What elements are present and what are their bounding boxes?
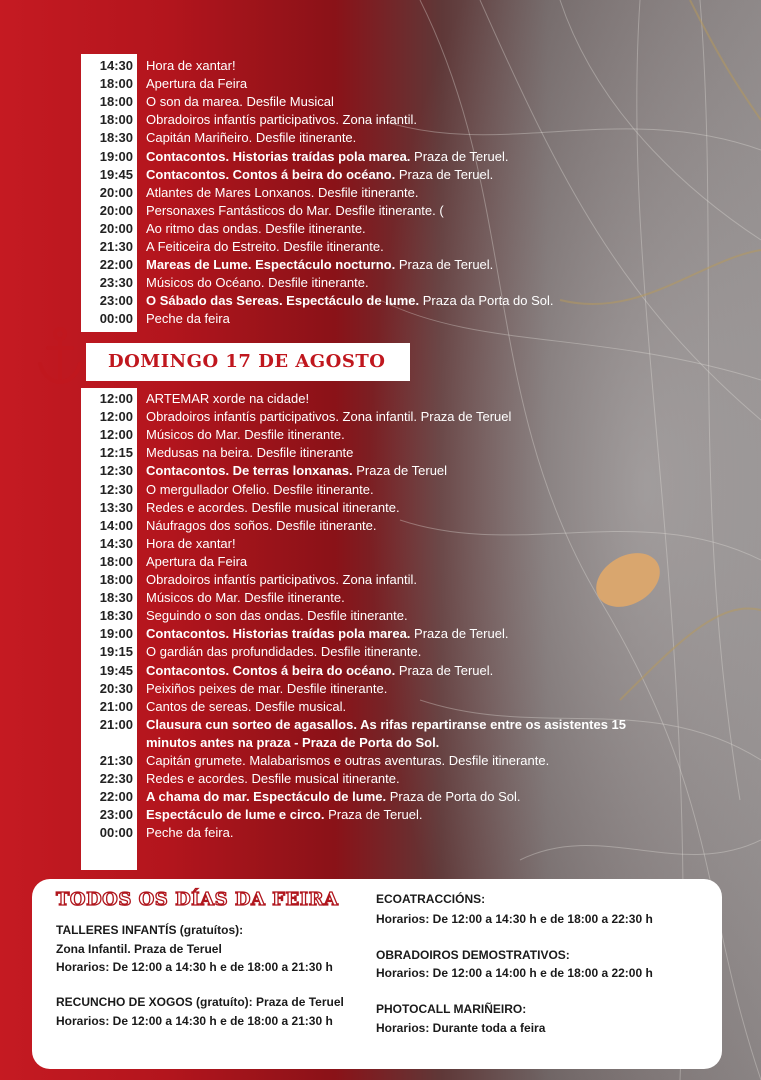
schedule-row — [81, 462, 448, 480]
schedule-description — [146, 111, 417, 129]
schedule-description — [146, 680, 387, 698]
schedule-time: 22:30 — [99, 771, 133, 787]
schedule-text: Hora de xantar! — [146, 58, 236, 73]
schedule-description — [146, 57, 236, 75]
schedule-description — [146, 444, 353, 462]
schedule-text: Praza de Teruel. — [395, 257, 494, 273]
schedule-time: 19:45 — [99, 662, 133, 678]
schedule-row — [81, 824, 234, 842]
schedule-time: 18:00 — [99, 553, 133, 569]
schedule-row — [81, 93, 334, 111]
schedule-description — [146, 292, 554, 310]
schedule-description — [146, 202, 444, 220]
schedule-description — [146, 93, 334, 111]
schedule-time: 22:00 — [99, 257, 133, 273]
schedule-row — [81, 535, 236, 553]
obradoiros-hours: Horarios: De 12:00 a 14:00 h e de 18:00 a 22:00 h — [376, 966, 653, 980]
schedule-description — [146, 662, 493, 680]
schedule-text: O gardián das profundidades. Desfile itinerante. — [146, 644, 422, 660]
anchor-icon — [36, 326, 84, 386]
daily-activities-heading: TODOS OS DÍAS DA FEIRA — [56, 889, 339, 910]
recuncho-hours: Horarios: De 12:00 a 14:30 h e de 18:00 a 21:30 h — [56, 1014, 333, 1028]
schedule-highlight: Espectáculo de lume e circo. — [146, 807, 325, 823]
schedule-time: 21:30 — [99, 239, 133, 254]
schedule-text: Medusas na beira. Desfile itinerante — [146, 445, 354, 461]
schedule-time: 23:00 — [99, 807, 133, 823]
schedule-time: 18:30 — [99, 130, 133, 146]
schedule-highlight: minutos antes na praza - Praza de Porta do Sol. — [146, 734, 440, 750]
schedule-description — [146, 824, 233, 842]
schedule-text: A Feiticeira do Estreito. Desfile itinerante. — [146, 239, 384, 254]
schedule-text: Praza de Teruel. — [324, 807, 423, 823]
schedule-description — [146, 643, 421, 661]
schedule-text: Músicos do Mar. Desfile itinerante. — [146, 427, 345, 443]
schedule-description — [146, 75, 247, 93]
schedule-time: 21:00 — [99, 716, 133, 732]
schedule-time: 18:00 — [99, 112, 133, 128]
schedule-time: 22:00 — [99, 789, 133, 805]
schedule-row — [81, 75, 248, 93]
eco-hours: Horarios: De 12:00 a 14:30 h e de 18:00 a 22:30 h — [376, 912, 653, 926]
schedule-text: Seguindo o son das ondas. Desfile itinerante. — [146, 608, 408, 624]
schedule-row — [81, 734, 440, 752]
schedule-description — [146, 499, 400, 517]
schedule-time: 00:00 — [99, 825, 133, 841]
schedule-text: Peche da feira — [146, 311, 230, 327]
schedule-description — [146, 553, 247, 571]
schedule-row — [81, 662, 494, 680]
schedule-text: O son da marea. Desfile Musical — [146, 94, 334, 110]
schedule-time: 19:00 — [99, 148, 133, 164]
schedule-text: ARTEMAR xorde na cidade! — [146, 391, 310, 406]
schedule-time: 12:00 — [99, 391, 133, 406]
schedule-text: Praza da Porta do Sol. — [419, 293, 554, 309]
schedule-time: 19:00 — [99, 626, 133, 642]
schedule-highlight: Contacontos. Historias traídas pola marea. — [146, 148, 411, 164]
schedule-row — [81, 716, 626, 734]
schedule-text: O mergullador Ofelio. Desfile itinerante. — [146, 481, 374, 497]
schedule-row — [81, 238, 384, 256]
schedule-row — [81, 184, 419, 202]
schedule-text: Apertura da Feira — [146, 553, 248, 569]
schedule-row — [81, 806, 423, 824]
schedule-text: Músicos do Mar. Desfile itinerante. — [146, 590, 345, 606]
talleres-hours: Horarios: De 12:00 a 14:30 h e de 18:00 a 21:30 h — [56, 960, 333, 974]
schedule-text: Praza de Teruel. — [410, 148, 509, 164]
schedule-text: Capitán grumete. Malabarismos e outras aventuras. Desfile itinerante. — [146, 753, 550, 768]
schedule-time: 19:45 — [99, 166, 133, 182]
eco-title: ECOATRACCIÓNS: — [376, 892, 486, 906]
schedule-time: 00:00 — [99, 311, 133, 327]
schedule-text: Náufragos dos soños. Desfile itinerante. — [146, 517, 377, 533]
photocall-title: PHOTOCALL MARIÑEIRO: — [376, 1002, 527, 1016]
schedule-description — [146, 535, 236, 553]
schedule-highlight: Contacontos. Historias traídas pola marea. — [146, 626, 411, 642]
schedule-description — [146, 517, 377, 535]
talleres-place: Zona Infantil. Praza de Teruel — [56, 942, 222, 956]
schedule-description — [146, 698, 346, 716]
schedule-row — [81, 292, 554, 310]
schedule-description — [146, 220, 366, 238]
schedule-row — [81, 553, 248, 571]
schedule-time: 20:30 — [99, 680, 133, 696]
schedule-description — [146, 256, 493, 274]
obradoiros-title: OBRADOIROS DEMOSTRATIVOS: — [376, 948, 570, 962]
schedule-time: 23:30 — [99, 275, 133, 291]
schedule-text: Obradoiros infantís participativos. Zona infantil. — [146, 572, 417, 587]
schedule-row — [81, 517, 377, 535]
schedule-text: Obradoiros infantís participativos. Zona infantil. — [146, 112, 417, 128]
schedule-row — [81, 607, 408, 625]
schedule-row — [81, 129, 357, 147]
schedule-text: Praza de Teruel. — [395, 166, 494, 182]
schedule-time: 23:00 — [99, 293, 133, 309]
schedule-description — [146, 752, 549, 770]
schedule-text: Praza de Teruel. — [395, 662, 494, 678]
schedule-description — [146, 716, 626, 734]
schedule-text: Redes e acordes. Desfile musical itinerante. — [146, 499, 400, 515]
schedule-description — [146, 274, 369, 292]
talleres-title: TALLERES INFANTÍS (gratuítos): — [56, 923, 244, 937]
schedule-time: 18:00 — [99, 572, 133, 587]
schedule-text: Músicos do Océano. Desfile itinerante. — [146, 275, 369, 291]
schedule-description — [146, 788, 521, 806]
schedule-time: 12:30 — [99, 481, 133, 497]
schedule-row — [81, 499, 400, 517]
schedule-row — [81, 770, 400, 788]
schedule-time: 14:30 — [99, 535, 133, 551]
schedule-text: Praza de Teruel. — [410, 626, 509, 642]
schedule-row — [81, 680, 388, 698]
schedule-time: 12:00 — [99, 409, 133, 425]
schedule-highlight: Clausura cun sorteo de agasallos. As rifas repartiranse entre os asistentes 15 — [146, 716, 626, 732]
schedule-description — [146, 481, 374, 499]
schedule-text: Hora de xantar! — [146, 535, 236, 551]
schedule-highlight: O Sábado das Sereas. Espectáculo de lume. — [146, 293, 420, 309]
schedule-time: 20:00 — [99, 184, 133, 200]
schedule-row — [81, 426, 345, 444]
schedule-time: 21:30 — [99, 753, 133, 768]
schedule-description — [146, 184, 418, 202]
schedule-text: Atlantes de Mares Lonxanos. Desfile itinerante. — [146, 184, 419, 200]
schedule-description — [146, 408, 511, 426]
schedule-description — [146, 426, 345, 444]
schedule-time: 18:00 — [99, 94, 133, 110]
schedule-time: 12:00 — [99, 427, 133, 443]
schedule-description — [146, 148, 508, 166]
schedule-time: 13:30 — [99, 499, 133, 515]
schedule-row — [81, 698, 347, 716]
schedule-time: 14:30 — [99, 58, 133, 73]
schedule-description — [146, 238, 384, 256]
schedule-time: 12:15 — [99, 445, 133, 461]
schedule-description — [146, 571, 417, 589]
schedule-description — [146, 310, 230, 328]
schedule-text: Capitán Mariñeiro. Desfile itinerante. — [146, 130, 357, 146]
schedule-row — [81, 643, 422, 661]
schedule-highlight: A chama do mar. Espectáculo de lume. — [146, 789, 387, 805]
schedule-description — [146, 462, 447, 480]
schedule-row — [81, 166, 494, 184]
schedule-description — [146, 129, 356, 147]
schedule-text: Peche da feira. — [146, 825, 234, 841]
schedule-description — [146, 589, 345, 607]
schedule-text: Ao ritmo das ondas. Desfile itinerante. — [146, 220, 366, 236]
schedule-row — [81, 202, 444, 220]
schedule-description — [146, 390, 309, 408]
schedule-highlight: Contacontos. Contos á beira do océano. — [146, 166, 396, 182]
schedule-row — [81, 752, 550, 770]
schedule-text: Cantos de sereas. Desfile musical. — [146, 698, 347, 714]
schedule-row — [81, 444, 354, 462]
schedule-row — [81, 220, 366, 238]
schedule-row — [81, 481, 374, 499]
schedule-time: 18:30 — [99, 590, 133, 606]
schedule-description — [146, 734, 439, 752]
schedule-description — [146, 806, 423, 824]
schedule-text: Obradoiros infantís participativos. Zona infantil. Praza de Teruel — [146, 409, 512, 425]
schedule-time: 19:15 — [99, 644, 133, 660]
recuncho-title: RECUNCHO DE XOGOS (gratuíto): Praza de Teruel — [56, 995, 344, 1009]
daily-activities-panel — [32, 879, 722, 1069]
schedule-time: 14:00 — [99, 517, 133, 533]
schedule-row — [81, 111, 417, 129]
photocall-hours: Horarios: Durante toda a feira — [376, 1021, 546, 1035]
schedule-row — [81, 390, 310, 408]
schedule-row — [81, 274, 369, 292]
schedule-row — [81, 571, 417, 589]
schedule-row — [81, 788, 521, 806]
sunday-banner: DOMINGO 17 DE AGOSTO — [86, 343, 410, 381]
schedule-time: 20:00 — [99, 220, 133, 236]
schedule-text: Personaxes Fantásticos do Mar. Desfile itinerante. ( — [146, 202, 444, 218]
schedule-row — [81, 625, 509, 643]
schedule-description — [146, 770, 400, 788]
schedule-time: 12:30 — [99, 463, 133, 479]
schedule-text: Praza de Teruel — [352, 463, 448, 479]
schedule-description — [146, 607, 408, 625]
schedule-row — [81, 589, 345, 607]
schedule-highlight: Contacontos. De terras lonxanas. — [146, 463, 353, 479]
schedule-row — [81, 148, 509, 166]
schedule-text: Redes e acordes. Desfile musical itinerante. — [146, 771, 400, 787]
schedule-time: 20:00 — [99, 202, 133, 218]
schedule-highlight: Contacontos. Contos á beira do océano. — [146, 662, 396, 678]
schedule-row — [81, 256, 494, 274]
schedule-text: Peixiños peixes de mar. Desfile itinerante. — [146, 680, 388, 696]
schedule-row — [81, 408, 512, 426]
schedule-row — [81, 57, 236, 75]
schedule-time: 21:00 — [99, 698, 133, 714]
schedule-text: Praza de Porta do Sol. — [386, 789, 521, 805]
schedule-time: 18:00 — [99, 76, 133, 92]
schedule-text: Apertura da Feira — [146, 76, 248, 92]
schedule-description — [146, 625, 508, 643]
schedule-description — [146, 166, 493, 184]
schedule-time: 18:30 — [99, 608, 133, 624]
schedule-row — [81, 310, 230, 328]
schedule-highlight: Mareas de Lume. Espectáculo nocturno. — [146, 257, 396, 273]
